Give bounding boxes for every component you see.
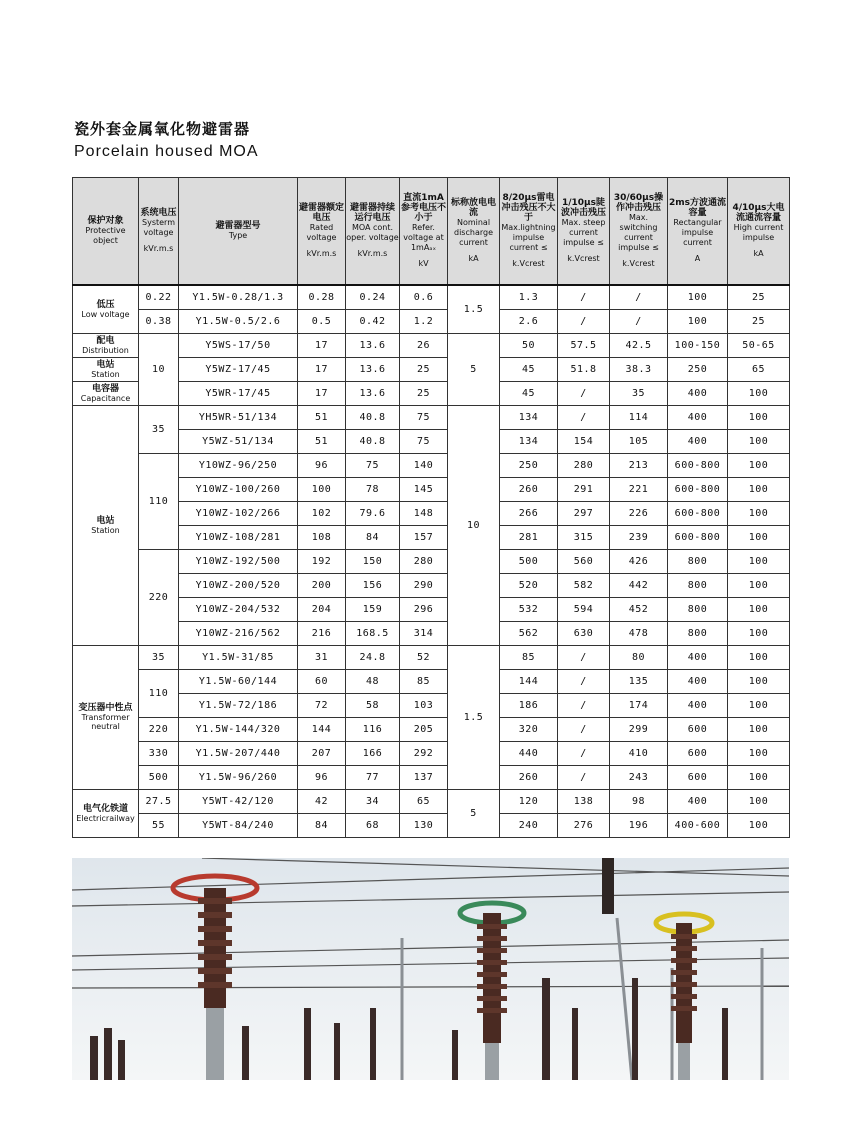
type-cell: Y10WZ-200/520	[179, 574, 298, 598]
nominal-cell: 1.5	[448, 646, 500, 790]
system-voltage-cell: 0.22	[139, 285, 179, 310]
rated-cell: 192	[298, 550, 346, 574]
steep-cell: /	[558, 718, 610, 742]
rated-cell: 96	[298, 766, 346, 790]
cont-cell: 166	[346, 742, 400, 766]
cont-cell: 13.6	[346, 358, 400, 382]
cont-cell: 48	[346, 670, 400, 694]
table-row	[73, 814, 790, 838]
lightning-cell: 45	[500, 358, 558, 382]
lightning-cell: 260	[500, 478, 558, 502]
rectangular-cell: 400	[668, 430, 728, 454]
group-low-voltage: 低压 Low voltage	[73, 285, 139, 334]
group-transformer-neutral: 变压器中性点 Transformer neutral	[73, 646, 139, 790]
rectangular-cell: 600	[668, 718, 728, 742]
table-row	[73, 622, 790, 646]
rectangular-cell: 400	[668, 694, 728, 718]
high-current-cell: 100	[728, 478, 790, 502]
steep-cell: /	[558, 694, 610, 718]
lightning-cell: 500	[500, 550, 558, 574]
rectangular-cell: 100	[668, 310, 728, 334]
rated-cell: 216	[298, 622, 346, 646]
table-row	[73, 478, 790, 502]
refer-cell: 157	[400, 526, 448, 550]
refer-cell: 103	[400, 694, 448, 718]
rectangular-cell: 600-800	[668, 478, 728, 502]
switching-cell: 221	[610, 478, 668, 502]
type-cell: Y5WT-84/240	[179, 814, 298, 838]
substation-photo	[72, 858, 789, 1080]
table-header-row	[73, 178, 790, 286]
switching-cell: 105	[610, 430, 668, 454]
refer-cell: 140	[400, 454, 448, 478]
cont-cell: 156	[346, 574, 400, 598]
system-voltage-cell: 10	[139, 334, 179, 406]
refer-cell: 290	[400, 574, 448, 598]
high-current-cell: 100	[728, 790, 790, 814]
cont-cell: 40.8	[346, 406, 400, 430]
switching-cell: 174	[610, 694, 668, 718]
lightning-cell: 144	[500, 670, 558, 694]
rectangular-cell: 400-600	[668, 814, 728, 838]
refer-cell: 26	[400, 334, 448, 358]
spec-table	[72, 177, 790, 838]
rated-cell: 200	[298, 574, 346, 598]
rated-cell: 102	[298, 502, 346, 526]
switching-cell: 196	[610, 814, 668, 838]
lightning-cell: 186	[500, 694, 558, 718]
refer-cell: 25	[400, 358, 448, 382]
cont-cell: 13.6	[346, 334, 400, 358]
rated-cell: 17	[298, 382, 346, 406]
rated-cell: 100	[298, 478, 346, 502]
system-voltage-cell: 110	[139, 454, 179, 550]
steep-cell: /	[558, 670, 610, 694]
system-voltage-cell: 110	[139, 670, 179, 718]
refer-cell: 52	[400, 646, 448, 670]
rated-cell: 84	[298, 814, 346, 838]
refer-cell: 292	[400, 742, 448, 766]
rated-cell: 108	[298, 526, 346, 550]
refer-cell: 145	[400, 478, 448, 502]
group-distribution: 配电 Distribution	[73, 334, 139, 358]
switching-cell: 452	[610, 598, 668, 622]
cont-cell: 58	[346, 694, 400, 718]
upper-insulator	[602, 858, 614, 914]
type-cell: Y10WZ-192/500	[179, 550, 298, 574]
switching-cell: 213	[610, 454, 668, 478]
switching-cell: 243	[610, 766, 668, 790]
page-title-en: Porcelain housed MOA	[74, 143, 259, 160]
high-current-cell: 100	[728, 502, 790, 526]
switching-cell: 42.5	[610, 334, 668, 358]
switching-cell: /	[610, 285, 668, 310]
rectangular-cell: 250	[668, 358, 728, 382]
rectangular-cell: 600-800	[668, 526, 728, 550]
rectangular-cell: 800	[668, 574, 728, 598]
rectangular-cell: 600-800	[668, 454, 728, 478]
cont-cell: 116	[346, 718, 400, 742]
steep-cell: /	[558, 766, 610, 790]
lightning-cell: 260	[500, 766, 558, 790]
lightning-cell: 266	[500, 502, 558, 526]
steep-cell: /	[558, 382, 610, 406]
table-row	[73, 670, 790, 694]
nominal-cell: 5	[448, 790, 500, 838]
header-rated-voltage: 避雷器额定电压 Rated voltage kVr.m.s	[298, 178, 346, 286]
type-cell: Y5WR-17/45	[179, 382, 298, 406]
rated-cell: 42	[298, 790, 346, 814]
table-row	[73, 334, 790, 358]
high-current-cell: 100	[728, 598, 790, 622]
rectangular-cell: 100-150	[668, 334, 728, 358]
rated-cell: 0.28	[298, 285, 346, 310]
steep-cell: /	[558, 742, 610, 766]
cont-cell: 150	[346, 550, 400, 574]
lightning-cell: 532	[500, 598, 558, 622]
rated-cell: 72	[298, 694, 346, 718]
header-system-voltage: 系统电压 Systerm voltage kVr.m.s	[139, 178, 179, 286]
high-current-cell: 100	[728, 406, 790, 430]
rectangular-cell: 400	[668, 790, 728, 814]
table-row	[73, 598, 790, 622]
cont-cell: 40.8	[346, 430, 400, 454]
table-row	[73, 382, 790, 406]
rectangular-cell: 800	[668, 550, 728, 574]
switching-cell: /	[610, 310, 668, 334]
header-lightning-residual: 8/20μs雷电冲击残压不大于 Max.lightning impulse current ≤ k.Vcrest	[500, 178, 558, 286]
high-current-cell: 25	[728, 310, 790, 334]
refer-cell: 75	[400, 406, 448, 430]
refer-cell: 314	[400, 622, 448, 646]
type-cell: Y1.5W-0.5/2.6	[179, 310, 298, 334]
type-cell: Y10WZ-204/532	[179, 598, 298, 622]
high-current-cell: 100	[728, 382, 790, 406]
system-voltage-cell: 27.5	[139, 790, 179, 814]
cont-cell: 168.5	[346, 622, 400, 646]
refer-cell: 0.6	[400, 285, 448, 310]
rated-cell: 51	[298, 406, 346, 430]
cont-cell: 78	[346, 478, 400, 502]
steep-cell: 280	[558, 454, 610, 478]
type-cell: Y10WZ-96/250	[179, 454, 298, 478]
table-row	[73, 694, 790, 718]
header-reference-voltage: 直流1mA参考电压不小于 Refer. voltage at 1mAₐₓ kV	[400, 178, 448, 286]
type-cell: YH5WR-51/134	[179, 406, 298, 430]
rectangular-cell: 600-800	[668, 502, 728, 526]
header-nominal-current: 标称放电电流 Nominal discharge current kA	[448, 178, 500, 286]
type-cell: Y1.5W-72/186	[179, 694, 298, 718]
switching-cell: 226	[610, 502, 668, 526]
rectangular-cell: 400	[668, 670, 728, 694]
refer-cell: 1.2	[400, 310, 448, 334]
type-cell: Y1.5W-31/85	[179, 646, 298, 670]
header-type: 避雷器型号 Type	[179, 178, 298, 286]
system-voltage-cell: 220	[139, 550, 179, 646]
steep-cell: 154	[558, 430, 610, 454]
rated-cell: 96	[298, 454, 346, 478]
steep-cell: 560	[558, 550, 610, 574]
high-current-cell: 100	[728, 430, 790, 454]
cont-cell: 34	[346, 790, 400, 814]
table-row	[73, 790, 790, 814]
system-voltage-cell: 500	[139, 766, 179, 790]
steep-cell: /	[558, 406, 610, 430]
cont-cell: 159	[346, 598, 400, 622]
refer-cell: 25	[400, 382, 448, 406]
system-voltage-cell: 35	[139, 646, 179, 670]
table-row	[73, 502, 790, 526]
type-cell: Y5WZ-17/45	[179, 358, 298, 382]
system-voltage-cell: 35	[139, 406, 179, 454]
type-cell: Y5WZ-51/134	[179, 430, 298, 454]
type-cell: Y1.5W-0.28/1.3	[179, 285, 298, 310]
steep-cell: 315	[558, 526, 610, 550]
table-row	[73, 766, 790, 790]
lightning-cell: 520	[500, 574, 558, 598]
type-cell: Y1.5W-96/260	[179, 766, 298, 790]
group-capacitance: 电容器 Capacitance	[73, 382, 139, 406]
high-current-cell: 100	[728, 622, 790, 646]
table-row	[73, 285, 790, 310]
high-current-cell: 100	[728, 814, 790, 838]
switching-cell: 426	[610, 550, 668, 574]
table-row	[73, 550, 790, 574]
table-row	[73, 406, 790, 430]
rectangular-cell: 400	[668, 646, 728, 670]
rated-cell: 0.5	[298, 310, 346, 334]
refer-cell: 205	[400, 718, 448, 742]
table-row	[73, 646, 790, 670]
cont-cell: 24.8	[346, 646, 400, 670]
cont-cell: 68	[346, 814, 400, 838]
type-cell: Y1.5W-144/320	[179, 718, 298, 742]
lightning-cell: 120	[500, 790, 558, 814]
type-cell: Y10WZ-108/281	[179, 526, 298, 550]
rectangular-cell: 800	[668, 598, 728, 622]
type-cell: Y10WZ-102/266	[179, 502, 298, 526]
high-current-cell: 50-65	[728, 334, 790, 358]
cont-cell: 0.24	[346, 285, 400, 310]
lightning-cell: 134	[500, 430, 558, 454]
steep-cell: 276	[558, 814, 610, 838]
header-switching-residual: 30/60μs操作冲击残压 Max. switching current impulse ≤ k.Vcrest	[610, 178, 668, 286]
lightning-cell: 50	[500, 334, 558, 358]
refer-cell: 65	[400, 790, 448, 814]
rectangular-cell: 800	[668, 622, 728, 646]
cont-cell: 0.42	[346, 310, 400, 334]
rated-cell: 17	[298, 334, 346, 358]
switching-cell: 410	[610, 742, 668, 766]
lightning-cell: 440	[500, 742, 558, 766]
rectangular-cell: 400	[668, 406, 728, 430]
switching-cell: 299	[610, 718, 668, 742]
type-cell: Y5WT-42/120	[179, 790, 298, 814]
rectangular-cell: 600	[668, 766, 728, 790]
steep-cell: 51.8	[558, 358, 610, 382]
nominal-cell: 10	[448, 406, 500, 646]
type-cell: Y10WZ-216/562	[179, 622, 298, 646]
steep-cell: /	[558, 310, 610, 334]
high-current-cell: 100	[728, 718, 790, 742]
lightning-cell: 45	[500, 382, 558, 406]
header-continuous-voltage: 避雷器持续运行电压 MOA cont. oper. voltage kVr.m.s	[346, 178, 400, 286]
table-row	[73, 526, 790, 550]
type-cell: Y1.5W-60/144	[179, 670, 298, 694]
system-voltage-cell: 330	[139, 742, 179, 766]
rectangular-cell: 100	[668, 285, 728, 310]
switching-cell: 478	[610, 622, 668, 646]
switching-cell: 239	[610, 526, 668, 550]
lightning-cell: 320	[500, 718, 558, 742]
lightning-cell: 134	[500, 406, 558, 430]
lightning-cell: 240	[500, 814, 558, 838]
rated-cell: 51	[298, 430, 346, 454]
table-row	[73, 310, 790, 334]
header-rectangular-impulse: 2ms方波通流容量 Rectangular impulse current A	[668, 178, 728, 286]
high-current-cell: 100	[728, 454, 790, 478]
nominal-cell: 1.5	[448, 285, 500, 334]
type-cell: Y5WS-17/50	[179, 334, 298, 358]
cont-cell: 75	[346, 454, 400, 478]
steep-cell: 297	[558, 502, 610, 526]
rated-cell: 60	[298, 670, 346, 694]
refer-cell: 296	[400, 598, 448, 622]
high-current-cell: 100	[728, 766, 790, 790]
group-station: 电站 Station	[73, 406, 139, 646]
rated-cell: 31	[298, 646, 346, 670]
high-current-cell: 100	[728, 526, 790, 550]
group-electric-railway: 电气化铁道 Electricrailway	[73, 790, 139, 838]
rated-cell: 144	[298, 718, 346, 742]
steep-cell: /	[558, 646, 610, 670]
system-voltage-cell: 0.38	[139, 310, 179, 334]
steep-cell: 630	[558, 622, 610, 646]
lightning-cell: 250	[500, 454, 558, 478]
refer-cell: 130	[400, 814, 448, 838]
refer-cell: 85	[400, 670, 448, 694]
table-row	[73, 742, 790, 766]
high-current-cell: 100	[728, 742, 790, 766]
lightning-cell: 1.3	[500, 285, 558, 310]
cont-cell: 84	[346, 526, 400, 550]
lightning-cell: 85	[500, 646, 558, 670]
high-current-cell: 65	[728, 358, 790, 382]
switching-cell: 35	[610, 382, 668, 406]
table-row	[73, 430, 790, 454]
switching-cell: 114	[610, 406, 668, 430]
steep-cell: 138	[558, 790, 610, 814]
header-steep-residual: 1/10μs陡波冲击残压 Max. steep current impulse ≤ k.Vcrest	[558, 178, 610, 286]
table-row	[73, 574, 790, 598]
high-current-cell: 25	[728, 285, 790, 310]
high-current-cell: 100	[728, 550, 790, 574]
refer-cell: 75	[400, 430, 448, 454]
switching-cell: 135	[610, 670, 668, 694]
rated-cell: 17	[298, 358, 346, 382]
refer-cell: 280	[400, 550, 448, 574]
rectangular-cell: 600	[668, 742, 728, 766]
cont-cell: 13.6	[346, 382, 400, 406]
header-high-current-impulse: 4/10μs大电流通流容量 High current impulse kA	[728, 178, 790, 286]
steep-cell: /	[558, 285, 610, 310]
group-station-small: 电站 Station	[73, 358, 139, 382]
high-current-cell: 100	[728, 646, 790, 670]
nominal-cell: 5	[448, 334, 500, 406]
table-row	[73, 718, 790, 742]
steep-cell: 594	[558, 598, 610, 622]
refer-cell: 137	[400, 766, 448, 790]
table-row	[73, 358, 790, 382]
page-title-cn: 瓷外套金属氧化物避雷器	[74, 120, 251, 138]
system-voltage-cell: 220	[139, 718, 179, 742]
lightning-cell: 2.6	[500, 310, 558, 334]
switching-cell: 442	[610, 574, 668, 598]
high-current-cell: 100	[728, 670, 790, 694]
lightning-cell: 562	[500, 622, 558, 646]
refer-cell: 148	[400, 502, 448, 526]
header-object: 保护对象 Protective object	[73, 178, 139, 286]
system-voltage-cell: 55	[139, 814, 179, 838]
rectangular-cell: 400	[668, 382, 728, 406]
rated-cell: 204	[298, 598, 346, 622]
switching-cell: 38.3	[610, 358, 668, 382]
lightning-cell: 281	[500, 526, 558, 550]
cont-cell: 77	[346, 766, 400, 790]
table-row	[73, 454, 790, 478]
type-cell: Y1.5W-207/440	[179, 742, 298, 766]
high-current-cell: 100	[728, 694, 790, 718]
type-cell: Y10WZ-100/260	[179, 478, 298, 502]
rated-cell: 207	[298, 742, 346, 766]
steep-cell: 582	[558, 574, 610, 598]
steep-cell: 291	[558, 478, 610, 502]
switching-cell: 80	[610, 646, 668, 670]
switching-cell: 98	[610, 790, 668, 814]
cont-cell: 79.6	[346, 502, 400, 526]
steep-cell: 57.5	[558, 334, 610, 358]
high-current-cell: 100	[728, 574, 790, 598]
